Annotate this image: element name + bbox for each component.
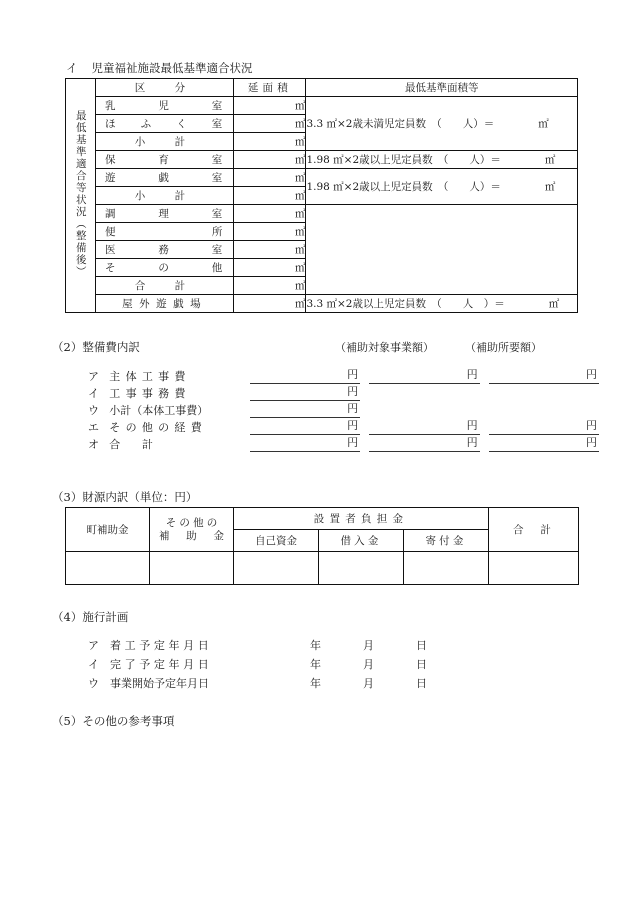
expense-row [88,435,608,452]
label-char: 室 [211,118,223,130]
funding-header-own-funds: 自己資金 [234,530,319,552]
section2-header-subsidy-target: （補助対象事業額） [335,341,434,354]
expense-row [88,384,608,401]
funding-header-row-1 [66,508,579,530]
standards-table [65,78,578,313]
label-char: く [176,118,187,130]
standard-cell [306,151,578,169]
label-char: ふ [140,118,152,130]
label-char: 他 [211,262,223,274]
label-char: ほ [105,118,116,130]
area-unit: ㎡ [294,262,306,274]
table-row [66,97,578,115]
section2-title: （2）整備費内訳 [52,340,140,354]
row-label-cell: 小 計 [96,187,234,205]
expense-amount-spacer [369,400,479,401]
vertical-header-cell [66,79,96,313]
row-label-cell: 小 計 [96,133,234,151]
area-input-cell[interactable] [234,277,306,295]
area-unit: ㎡ [294,154,306,166]
expense-amount-field[interactable]: 円 [369,366,479,384]
label-char: 室 [211,172,223,184]
label-char: 室 [211,244,223,256]
schedule-row [88,637,548,656]
row-label-cell [96,169,234,187]
label-char: 戯 [158,172,169,184]
area-input-cell[interactable] [234,169,306,187]
area-unit: ㎡ [294,190,306,202]
area-unit: ㎡ [294,280,306,292]
expense-amount-field[interactable]: 円 [489,434,599,452]
expense-row-label: 工事事務費 [109,387,191,400]
row-label-cell [96,241,234,259]
row-label [96,116,233,131]
funding-header-other-subsidy [150,508,234,552]
standard-formula: 3.3 ㎡×2歳以上児定員数 （ 人 ）＝ [306,298,505,310]
row-label [96,98,233,113]
expense-amount-field[interactable]: 円 [250,366,360,384]
funding-cell-borrowings[interactable] [319,552,404,585]
table-header-row [66,79,578,97]
funding-header-town-subsidy: 町補助金 [66,508,150,552]
heading-text: 児童福祉施設最低基準適合状況 [91,61,253,75]
date-unit-day: 日 [416,639,427,652]
table-row [66,205,578,223]
row-label-cell [96,259,234,277]
area-input-cell[interactable] [234,187,306,205]
expense-amount-spacer [489,400,599,401]
expense-row-label: その他の経費 [109,421,207,434]
expense-amount-field[interactable]: 円 [489,366,599,384]
label-char: 室 [211,154,223,166]
expense-row [88,418,608,435]
date-unit-year: 年 [310,658,321,671]
standard-formula: 1.98 ㎡×2歳以上児定員数 （ 人）＝ [306,181,501,193]
expense-row-marker: ウ [88,404,99,417]
schedule-row-label: 着工予定年月日 [110,639,213,652]
standard-unit: ㎡ [548,298,560,310]
column-header-area: 延面積 [234,79,306,97]
row-label [96,206,233,221]
area-input-cell[interactable] [234,97,306,115]
table-row [66,295,578,313]
standard-unit: ㎡ [544,181,556,193]
standard-cell [306,169,578,205]
schedule-row [88,656,548,675]
standard-cell-empty [306,205,578,295]
date-unit-month: 月 [363,677,374,690]
row-label [96,224,233,239]
other-subsidy-line1: その他の [165,517,221,530]
schedule-row-marker: ウ [88,677,99,690]
section2-rows [88,367,608,452]
label-char: 室 [211,208,223,220]
date-unit-month: 月 [363,658,374,671]
other-subsidy-line2: 補 助 金 [158,529,228,542]
expense-amount-field[interactable]: 円 [250,417,360,435]
row-label [96,170,233,185]
expense-row-label: 合 計 [109,438,159,451]
standard-cell [306,97,578,151]
table-row [66,151,578,169]
row-label [96,260,233,275]
label-char: 便 [105,226,116,238]
row-label-cell [96,223,234,241]
area-unit: ㎡ [294,244,306,256]
label-char: 遊 [105,172,116,184]
schedule-row-marker: イ [88,658,99,671]
schedule-row-label: 完了予定年月日 [110,658,213,671]
area-unit: ㎡ [294,226,306,238]
area-input-cell[interactable] [234,205,306,223]
row-label-cell [96,97,234,115]
date-unit-year: 年 [310,677,321,690]
area-input-cell[interactable] [234,295,306,313]
expense-amount-field[interactable]: 円 [369,434,479,452]
expense-row [88,367,608,384]
section5-title: （5）その他の参考事項 [52,714,175,728]
expense-row-marker: イ [88,387,99,400]
area-unit: ㎡ [294,118,306,130]
funding-entry-row [66,552,579,585]
funding-cell-other-subsidy[interactable] [150,552,234,585]
funding-cell-town-subsidy[interactable] [66,552,150,585]
funding-header-borrowings: 借入金 [319,530,404,552]
section2-column-headers [335,339,610,355]
expense-amount-field[interactable]: 円 [369,417,479,435]
label-char: 医 [105,244,116,256]
area-input-cell[interactable] [234,259,306,277]
schedule-row-marker: ア [88,639,99,652]
schedule-date-fields[interactable] [310,656,469,672]
label-char: の [158,262,169,274]
label-char: 理 [158,208,169,220]
area-input-cell[interactable] [234,115,306,133]
column-header-kubun: 区 分 [96,79,234,97]
expense-amount-field[interactable]: 円 [250,383,360,401]
schedule-date-fields[interactable] [310,637,469,653]
date-unit-day: 日 [416,658,427,671]
funding-header-installer-burden: 設置者負担金 [234,508,489,530]
row-label [96,242,233,257]
expense-row-marker: オ [88,438,99,451]
expense-amount-field[interactable]: 円 [250,434,360,452]
standard-formula: 1.98 ㎡×2歳以上児定員数 （ 人）＝ [306,154,501,166]
standard-unit: ㎡ [544,154,556,166]
area-input-cell[interactable] [234,133,306,151]
area-unit: ㎡ [294,208,306,220]
label-char: そ [105,262,116,274]
row-label-cell [96,115,234,133]
standard-unit: ㎡ [538,118,549,130]
schedule-date-fields[interactable] [310,675,469,691]
area-input-cell[interactable] [234,151,306,169]
area-unit: ㎡ [294,172,306,184]
column-header-standard: 最低基準面積等 [306,79,578,97]
area-input-cell[interactable] [234,223,306,241]
date-unit-month: 月 [363,639,374,652]
label-char: 調 [105,208,116,220]
label-char: 乳 [105,100,116,112]
funding-cell-donations[interactable] [404,552,489,585]
expense-amount-field[interactable]: 円 [489,417,599,435]
section2-header-subsidy-required: （補助所要額） [465,341,542,354]
funding-table [65,507,579,585]
schedule-row-label: 事業開始予定年月日 [110,677,209,690]
area-input-cell[interactable] [234,241,306,259]
expense-row-label: 小計（本体工事費） [109,404,209,417]
vertical-header-text: 最低基準適合等状況（整備後） [74,110,87,278]
area-unit: ㎡ [294,136,306,148]
label-char: 児 [158,100,169,112]
expense-row-marker: ア [88,370,99,383]
heading-marker: イ [66,61,78,75]
funding-header-total: 合 計 [489,508,579,552]
funding-cell-own-funds[interactable] [234,552,319,585]
label-char: 所 [211,226,223,238]
row-label-cell: 屋外遊戯場 [96,295,234,313]
funding-header-donations: 寄付金 [404,530,489,552]
standard-formula: 3.3 ㎡×2歳未満児定員数 （ 人）＝ [306,118,495,130]
row-label-cell: 合 計 [96,277,234,295]
section3-title: （3）財源内訳（単位：円） [52,490,198,504]
section4-title: （4）施行計画 [52,610,129,624]
area-unit: ㎡ [294,100,306,112]
schedule-row [88,675,548,694]
label-char: 保 [105,154,116,166]
standard-cell [306,295,578,313]
expense-amount-field[interactable]: 円 [250,400,360,418]
expense-row-marker: エ [88,421,99,434]
section-heading-a [66,60,253,76]
date-unit-day: 日 [416,677,427,690]
funding-cell-total[interactable] [489,552,579,585]
row-label [96,152,233,167]
row-label-cell [96,151,234,169]
area-unit: ㎡ [294,298,306,310]
section4-rows [88,637,548,694]
date-unit-year: 年 [310,639,321,652]
expense-row-label: 主体工事費 [109,370,191,383]
table-row [66,169,578,187]
label-char: 務 [158,244,169,256]
label-char: 育 [158,154,169,166]
label-char: 室 [211,100,223,112]
row-label-cell [96,205,234,223]
expense-row [88,401,608,418]
